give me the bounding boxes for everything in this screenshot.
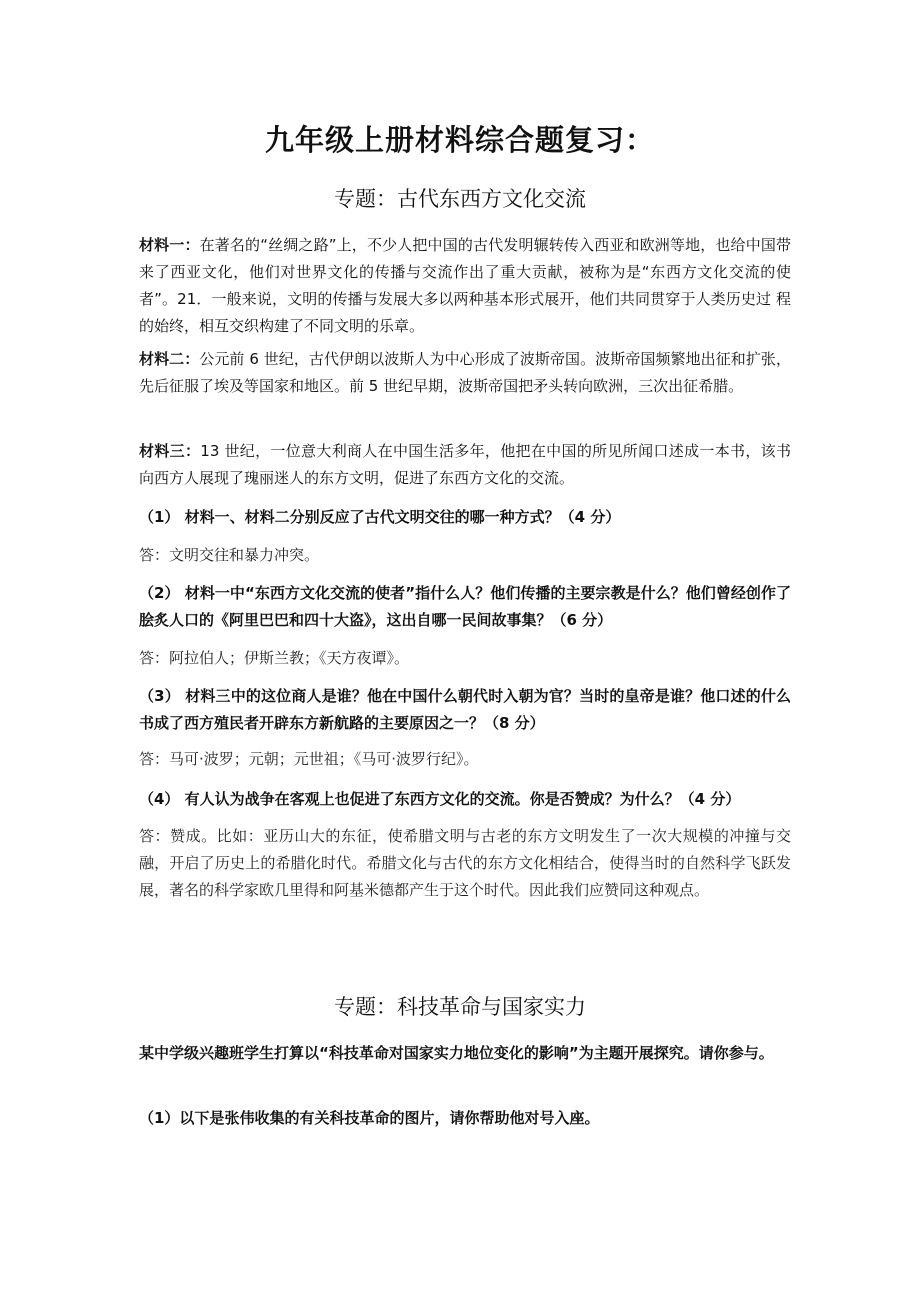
material-one-label: 材料一： bbox=[139, 236, 200, 254]
question-1: （1） 材料一、材料二分别反应了古代文明交往的哪一种方式？（4 分） bbox=[139, 508, 621, 526]
material-two bbox=[139, 346, 791, 400]
answer-4: 答：赞成。比如：亚历山大的东征，使希腊文明与古老的东方文明发生了一次大规模的冲撞与交融，开启了历史上的希腊化时代。希腊文化与古代的东方文化相结合，使得当时的自然科学飞跃发展，著名的科学家欧几里得和阿基米德都产生于这个时代。因此我们应赞同这种观点。 bbox=[139, 827, 791, 899]
material-two-label: 材料二： bbox=[139, 350, 200, 368]
section-two-question-1: （1）以下是张伟收集的有关科技革命的图片，请你帮助他对号入座。 bbox=[139, 1109, 600, 1127]
page-title: 九年级上册材料综合题复习： bbox=[264, 123, 655, 157]
question-4: （4） 有人认为战争在客观上也促进了东西方文化的交流。你是否赞成？为什么？（4 分） bbox=[139, 790, 741, 808]
section-heading-tech-revolution: 专题：科技革命与国家实力 bbox=[334, 995, 586, 1019]
question-3: （3） 材料三中的这位商人是谁？他在中国什么朝代时入朝为官？当时的皇帝是谁？他口述的什么书成了西方殖民者开辟东方新航路的主要原因之一？（8 分） bbox=[139, 687, 791, 732]
material-two-text: 公元前 6 世纪，古代伊朗以波斯人为中心形成了波斯帝国。波斯帝国频繁地出征和扩张，先后征服了埃及等国家和地区。前 5 世纪早期，波斯帝国把矛头转向欧洲，三次出征希腊。 bbox=[139, 350, 791, 395]
material-three-text: 13 世纪，一位意大利商人在中国生活多年，他把在中国的所见所闻口述成一本书，该书向西方人展现了瑰丽迷人的东方文明，促进了东西方文化的交流。 bbox=[139, 442, 791, 487]
material-one-text: 在著名的“丝绸之路”上，不少人把中国的古代发明辗转传入西亚和欧洲等地，也给中国带来了西亚文化，他们对世界文化的传播与交流作出了重大贡献，被称为是“东西方文化交流的使者”。21．一般来说，文明的传播与发展大多以两种基本形式展开，他们共同贯穿于人类历史过 程的始终，相互交织构建了不同文明的乐章。 bbox=[139, 236, 791, 335]
answer-2: 答：阿拉伯人；伊斯兰教；《天方夜谭》。 bbox=[139, 649, 410, 667]
material-three-label: 材料三： bbox=[139, 442, 201, 460]
answer-3: 答：马可·波罗；元朝；元世祖；《马可·波罗行纪》。 bbox=[139, 750, 479, 768]
material-one bbox=[139, 232, 791, 340]
material-three bbox=[139, 438, 791, 492]
question-2: （2） 材料一中“东西方文化交流的使者”指什么人？他们传播的主要宗教是什么？他们曾经创作了脍炙人口的《阿里巴巴和四十大盗》，这出自哪一民间故事集？（6 分） bbox=[139, 584, 791, 629]
section-two-intro: 某中学级兴趣班学生打算以“科技革命对国家实力地位变化的影响”为主题开展探究。请你参与。 bbox=[139, 1044, 774, 1062]
section-heading-cultural-exchange: 专题：古代东西方文化交流 bbox=[334, 187, 586, 211]
answer-1: 答：文明交往和暴力冲突。 bbox=[139, 546, 320, 564]
